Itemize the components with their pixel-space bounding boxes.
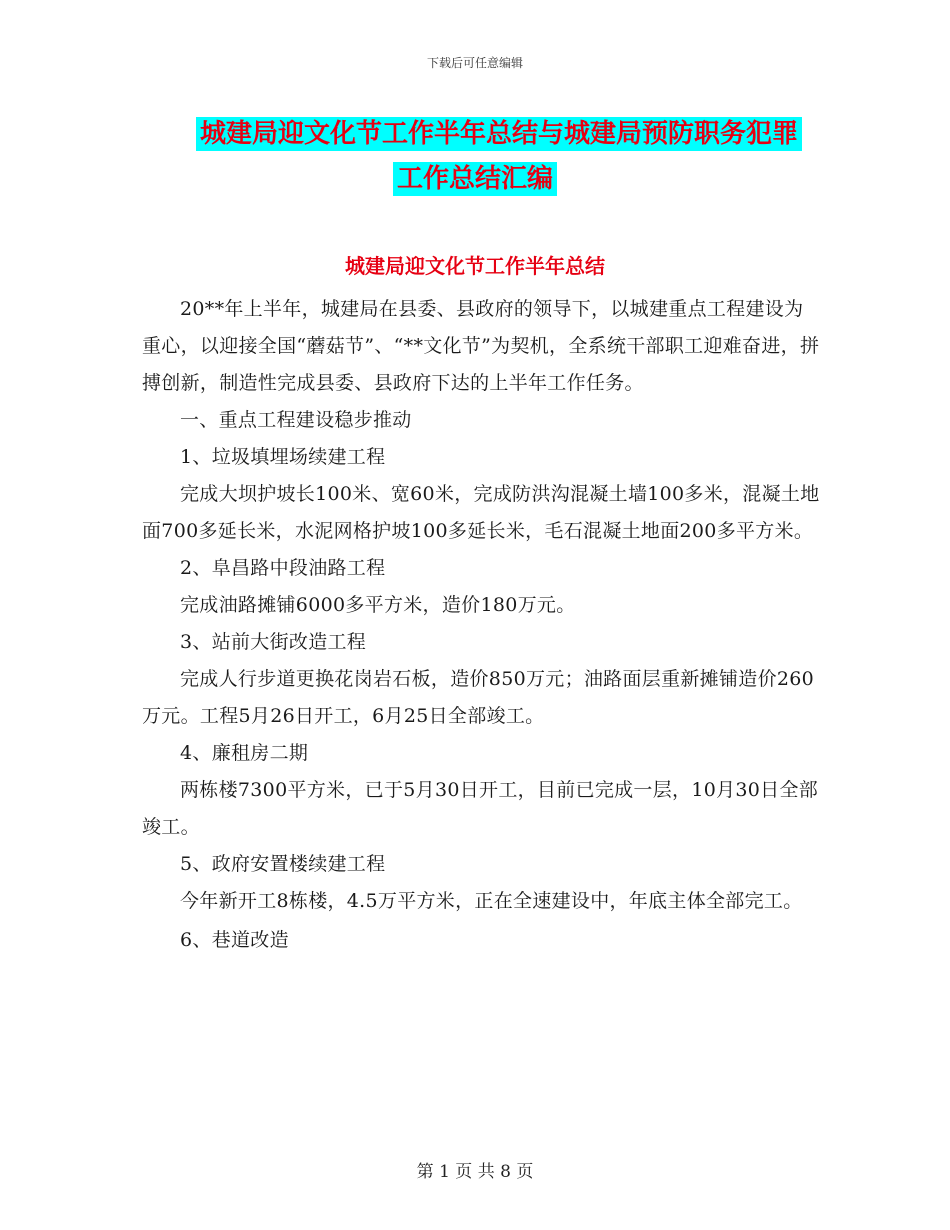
item-heading-2: 2、阜昌路中段油路工程 — [180, 557, 386, 579]
document-title-line-1 — [24, 113, 950, 150]
page-number: 第 1 页 共 8 页 — [416, 1162, 534, 1182]
item-heading-1: 1、垃圾填埋场续建工程 — [180, 446, 386, 468]
document-title-line-2-text: 工作总结汇编 — [393, 162, 557, 196]
item-heading-4: 4、廉租房二期 — [180, 742, 309, 764]
item-body-3: 完成人行步道更换花岗岩石板，造价850万元；油路面层重新摊铺造价260万元。工程5月26日开工，6月25日全部竣工。 — [142, 668, 815, 727]
item-body-2: 完成油路摊铺6000多平方米，造价180万元。 — [180, 594, 576, 616]
item-body-1: 完成大坝护坡长100米、宽60米，完成防洪沟混凝土墙100多米，混凝土地面700多延长米，水泥网格护坡100多延长米，毛石混凝土地面200多平方米。 — [142, 483, 820, 542]
item-heading-3: 3、站前大街改造工程 — [180, 631, 367, 653]
document-title-line-2 — [0, 158, 950, 195]
item-heading-6: 6、巷道改造 — [180, 929, 289, 951]
document-body — [142, 291, 822, 959]
item-body-5: 今年新开工8栋楼，4.5万平方米，正在全速建设中，年底主体全部完工。 — [180, 890, 803, 912]
item-heading-5: 5、政府安置楼续建工程 — [180, 853, 386, 875]
section-title: 城建局迎文化节工作半年总结 — [345, 254, 605, 278]
document-title-line-1-text: 城建局迎文化节工作半年总结与城建局预防职务犯罪 — [196, 117, 802, 151]
header-note: 下载后可任意编辑 — [426, 56, 523, 70]
paragraph-intro: 20**年上半年，城建局在县委、县政府的领导下，以城建重点工程建设为重心，以迎接全国“蘑菇节”、“**文化节”为契机，全系统干部职工迎难奋进，拼搏创新，制造性完成县委、县政府下达的上半年工作任务。 — [142, 298, 820, 394]
item-body-4: 两栋楼7300平方米，已于5月30日开工，目前已完成一层，10月30日全部竣工。 — [142, 779, 819, 838]
heading-key-projects: 一、重点工程建设稳步推动 — [180, 409, 412, 431]
